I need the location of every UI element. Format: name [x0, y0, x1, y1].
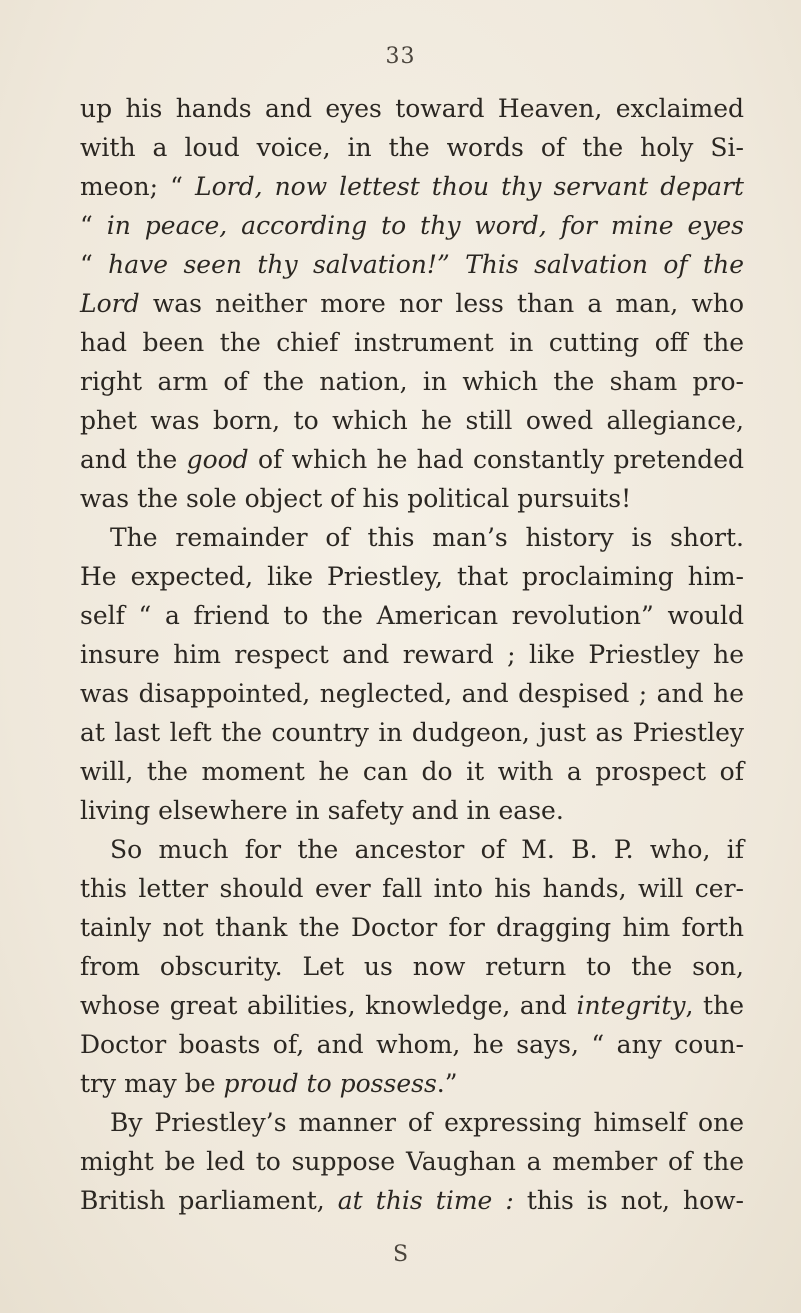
text-line: up his hands and eyes toward Heaven, exclaimed [80, 94, 744, 123]
text-line: meon; “ Lord, now lettest thou thy servant depart [80, 172, 744, 201]
text-line: The remainder of this man’s history is short. [110, 523, 744, 552]
text-line: try may be proud to possess.” [80, 1069, 458, 1098]
text-line: By Priestley’s manner of expressing himself one [110, 1108, 744, 1137]
text-line: So much for the ancestor of M. B. P. who, if [110, 835, 744, 864]
text-line: might be led to suppose Vaughan a member of the [80, 1147, 744, 1176]
text-line: self “ a friend to the American revolution” would [80, 601, 744, 630]
text-line: Doctor boasts of, and whom, he says, “ any coun- [80, 1030, 744, 1059]
text-line: at last left the country in dudgeon, just as Priestley [80, 718, 744, 747]
text-line: had been the chief instrument in cutting off the [80, 328, 744, 357]
text-line: Lord was neither more nor less than a man, who [80, 289, 744, 318]
signature-mark: S [392, 1242, 409, 1267]
text-line: whose great abilities, knowledge, and integrity, the [80, 991, 744, 1020]
text-line: right arm of the nation, in which the sham pro- [80, 367, 744, 396]
body-text [80, 89, 744, 1220]
text-line: British parliament, at this time : this is not, how- [80, 1186, 744, 1215]
text-line: “ in peace, according to thy word, for mine eyes [80, 211, 744, 240]
text-line: with a loud voice, in the words of the holy Si- [80, 133, 744, 162]
text-line: this letter should ever fall into his hands, will cer- [80, 874, 744, 903]
text-line: living elsewhere in safety and in ease. [80, 796, 564, 825]
text-line: “ have seen thy salvation!” This salvation of the [80, 250, 744, 279]
page-number: 33 [385, 44, 416, 69]
text-line: will, the moment he can do it with a prospect of [80, 757, 744, 786]
text-line: phet was born, to which he still owed allegiance, [80, 406, 744, 435]
text-line: was disappointed, neglected, and despised ; and he [80, 679, 744, 708]
text-line: insure him respect and reward ; like Priestley he [80, 640, 744, 669]
text-line: tainly not thank the Doctor for dragging him forth [80, 913, 744, 942]
text-line: was the sole object of his political pursuits! [80, 484, 632, 513]
text-line: He expected, like Priestley, that proclaiming him- [80, 562, 744, 591]
text-line: from obscurity. Let us now return to the son, [80, 952, 744, 981]
text-line: and the good of which he had constantly pretended [80, 445, 744, 474]
